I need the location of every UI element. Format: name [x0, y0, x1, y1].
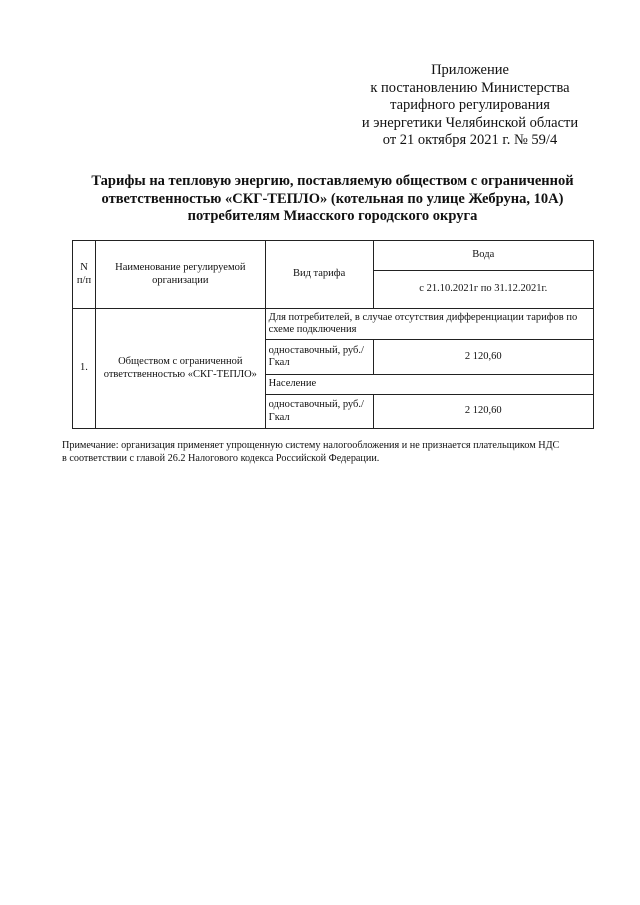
- header-period: с 21.10.2021г по 31.12.2021г.: [373, 271, 593, 309]
- header-org: Наименование регулируемой организации: [95, 241, 265, 309]
- tariff-table: [72, 240, 594, 429]
- tariff-value-cell: 2 120,60: [373, 340, 593, 375]
- section-consumers: Для потребителей, в случае отсутствия дифференциации тарифов по схеме подключения: [265, 309, 593, 340]
- row-org: Обществом с ограниченной ответственностью «СКГ-ТЕПЛО»: [95, 309, 265, 429]
- header-tariff-type: Вид тарифа: [265, 241, 373, 309]
- appendix-line: тарифного регулирования: [390, 97, 550, 113]
- appendix-line: Приложение: [431, 62, 509, 78]
- title-line: потребителям Миасского городского округа: [187, 208, 478, 224]
- header-num: N п/п: [73, 241, 96, 309]
- title-line: ответственностью «СКГ-ТЕПЛО» (котельная по улице Жебруна, 10А): [101, 190, 564, 207]
- footnote-line: в соответствии с главой 26.2 Налогового кодекса Российской Федерации.: [62, 452, 380, 464]
- document-title: [60, 173, 605, 226]
- footnote: [62, 440, 607, 465]
- header-water: Вода: [373, 241, 593, 271]
- row-num: 1.: [73, 309, 96, 429]
- tariff-type-cell: одноставочный, руб./Гкал: [265, 340, 373, 375]
- tariff-value-cell: 2 120,60: [373, 395, 593, 429]
- title-line: Тарифы на тепловую энергию, поставляемую обществом с ограниченной: [91, 173, 574, 189]
- appendix-line: и энергетики Челябинской области: [361, 114, 579, 131]
- appendix-line: от 21 октября 2021 г. № 59/4: [382, 132, 558, 148]
- section-population: Население: [265, 375, 593, 395]
- appendix-header: [345, 62, 595, 150]
- footnote-line: Примечание: организация применяет упрощенную систему налогообложения и не признается плательщиком НДС: [62, 440, 560, 451]
- appendix-line: к постановлению Министерства: [370, 79, 570, 96]
- tariff-type-cell: одноставочный, руб./Гкал: [265, 395, 373, 429]
